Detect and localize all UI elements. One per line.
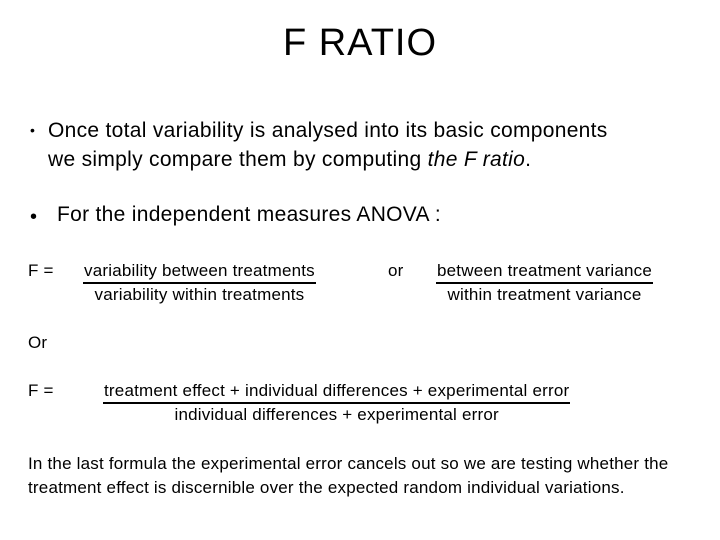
formula-1-connector: or	[388, 261, 404, 280]
slide-title: F RATIO	[282, 22, 438, 64]
conclusion-paragraph: In the last formula the experimental error cancels out so we are testing whether the treatment effect is discernible over the expected random individual variations.	[28, 454, 669, 497]
formula-1-fraction	[83, 261, 316, 305]
formula-2-lhs: F =	[28, 381, 54, 400]
formula-1-alt-denominator: within treatment variance	[447, 285, 642, 304]
bullet-marker: •	[30, 122, 35, 138]
formula-1-numerator: variability between treatments	[83, 261, 316, 284]
bullet-marker: •	[30, 206, 38, 228]
formula-1-lhs: F =	[28, 261, 54, 280]
or-label: Or	[28, 333, 48, 352]
bullet-line-2	[48, 145, 608, 174]
bullet-line-2-prefix: we simply compare them by computing	[48, 148, 428, 171]
bullet-line-1: Once total variability is analysed into its basic components	[48, 119, 608, 142]
formula-2-numerator: treatment effect + individual differences + experimental error	[103, 381, 570, 404]
formula-1-alt-fraction	[436, 261, 653, 305]
formula-2-denominator: individual differences + experimental error	[174, 405, 499, 424]
formula-1-alt-numerator: between treatment variance	[436, 261, 653, 284]
bullet-line-2-italic: the F ratio	[427, 148, 526, 171]
bullet-line-2-suffix: .	[525, 148, 532, 171]
formula-1-denominator: variability within treatments	[94, 285, 305, 304]
bullet-text-1	[48, 116, 608, 174]
formula-2-fraction	[103, 381, 570, 425]
bullet-text-2: For the independent measures ANOVA :	[57, 203, 441, 226]
